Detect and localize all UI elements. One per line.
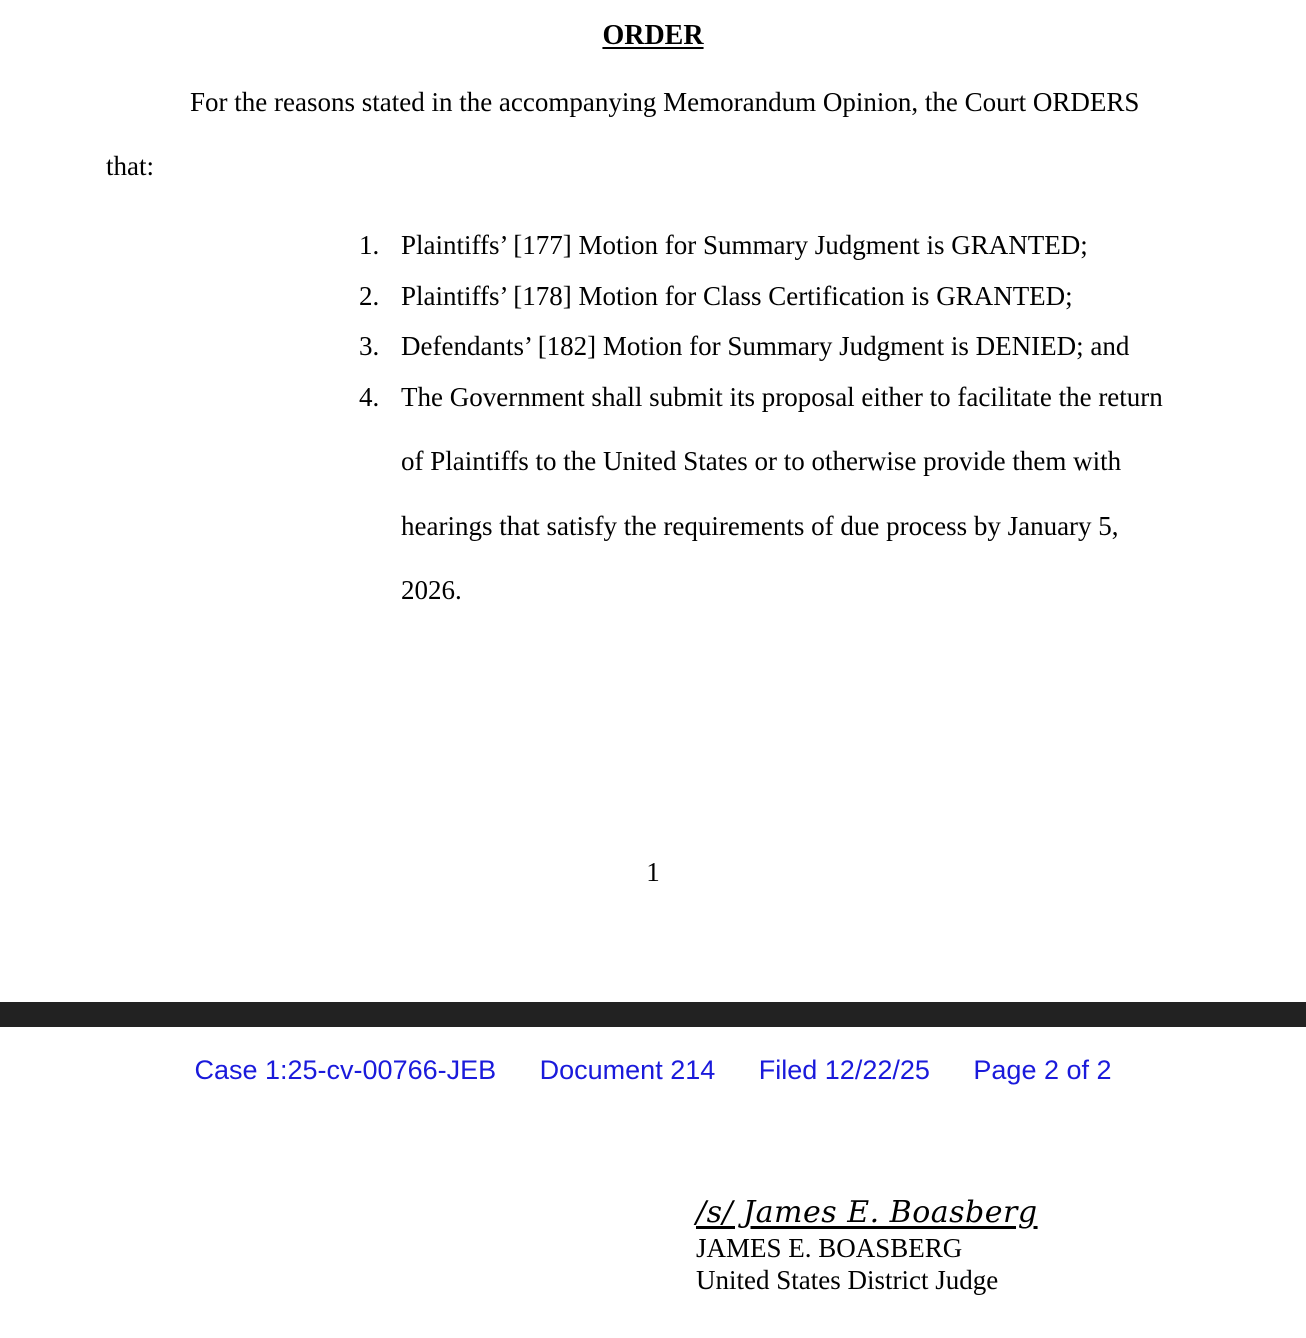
order-item	[356, 365, 1206, 623]
page-divider	[0, 1002, 1306, 1027]
order-item-text: Plaintiffs’ [178] Motion for Class Certification is GRANTED;	[401, 280, 1073, 311]
order-item-number: 3.	[359, 331, 380, 361]
order-item-number: 4.	[359, 381, 380, 412]
case-header	[0, 1052, 1306, 1088]
order-list	[356, 213, 1206, 623]
order-item-text: Defendants’ [182] Motion for Summary Judgment is DENIED; and	[401, 331, 1130, 361]
intro-paragraph-line-1: For the reasons stated in the accompanying Memorandum Opinion, the Court ORDERS	[190, 87, 1140, 117]
order-item-text: Plaintiffs’ [177] Motion for Summary Judgment is GRANTED;	[401, 230, 1088, 260]
intro-paragraph-line-2: that:	[106, 151, 154, 181]
order-item-number: 1.	[359, 230, 380, 260]
filed-date: Filed 12/22/25	[758, 1055, 930, 1085]
order-item-text-line-3: hearings that satisfy the requirements of due process by January 5,	[401, 510, 1119, 541]
order-item-text-line-2: of Plaintiffs to the United States or to otherwise provide them with	[401, 446, 1122, 476]
order-item-text-line-1: The Government shall submit its proposal either to facilitate the return	[401, 381, 1163, 412]
judge-name: JAMES E. BOASBERG	[696, 1233, 963, 1263]
order-item-number: 2.	[359, 280, 380, 311]
order-item-text-line-4: 2026.	[401, 575, 462, 605]
order-title: ORDER	[602, 20, 704, 51]
judge-title: United States District Judge	[696, 1265, 999, 1295]
document-number: Document 214	[539, 1055, 716, 1085]
electronic-signature: /s/ James E. Boasberg	[696, 1195, 1038, 1230]
page-number: 1	[646, 857, 660, 887]
signature-block	[696, 1194, 1038, 1296]
page-indicator: Page 2 of 2	[973, 1055, 1112, 1085]
case-number: Case 1:25-cv-00766-JEB	[194, 1055, 497, 1085]
